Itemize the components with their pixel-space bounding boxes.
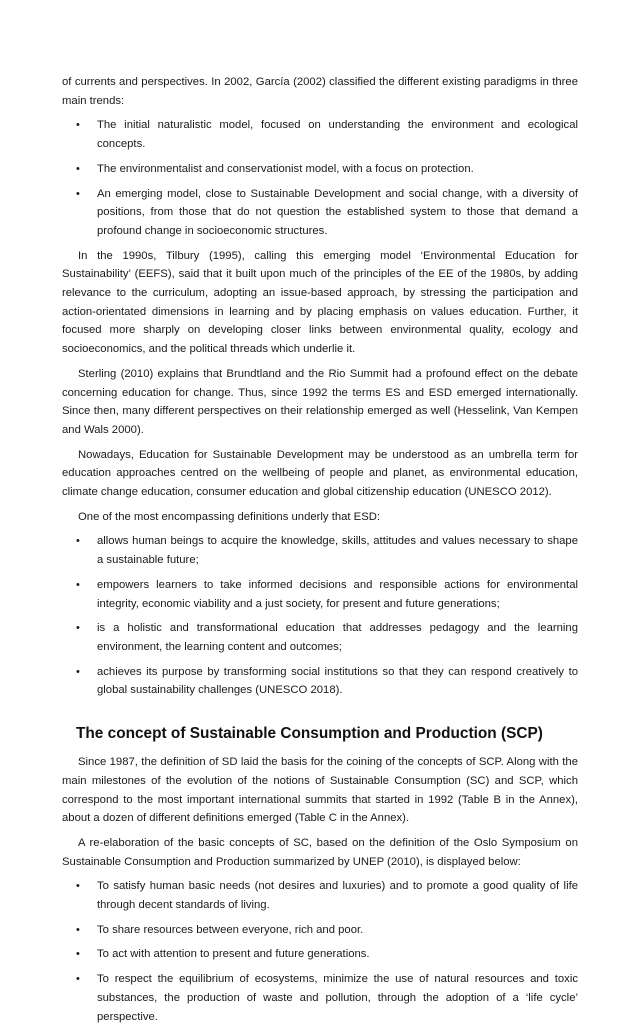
bullet-icon: • — [76, 880, 80, 893]
bullet-icon: • — [76, 187, 80, 200]
list-item: • The initial naturalistic model, focused on understanding the environment and ecological concepts. — [62, 116, 578, 153]
bullet-icon: • — [76, 923, 80, 936]
list-item: • empowers learners to take informed decisions and responsible actions for environmental integrity, economic viability and a just society, for present and future generations; — [62, 576, 578, 613]
list-item: • To act with attention to present and future generations. — [62, 945, 578, 964]
list-item: • An emerging model, close to Sustainable Development and social change, with a diversity of positions, from those that do not question the established system to those that demand a profound change in socioeconomic structures. — [62, 185, 578, 241]
sc-concepts-list — [62, 877, 578, 1026]
paragraph-intro: of currents and perspectives. In 2002, García (2002) classified the different existing paradigms in three main trends: — [62, 76, 578, 107]
list-item: • is a holistic and transformational education that addresses pedagogy and the learning environment, the learning content and outcomes; — [62, 619, 578, 656]
paradigm-list — [62, 116, 578, 240]
bullet-icon: • — [76, 119, 80, 132]
bullet-icon: • — [76, 622, 80, 635]
section-heading: The concept of Sustainable Consumption and Production (SCP) — [76, 725, 543, 743]
bullet-icon: • — [76, 535, 80, 548]
bullet-icon: • — [76, 973, 80, 986]
list-item: • To satisfy human basic needs (not desires and luxuries) and to promote a good quality of life through decent standards of living. — [62, 877, 578, 914]
list-item: • To share resources between everyone, rich and poor. — [62, 921, 578, 940]
bullet-icon: • — [76, 162, 80, 175]
paragraph-scp-history: Since 1987, the definition of SD laid the basis for the coining of the concepts of SCP. Along with the main milestones of the evolution of the notions of Sustainable Consumption (SC) and SCP, which correspond to the most important international summits that started in 1992 (Table B in the Annex), about a dozen of different definitions emerged (Table C in the Annex). — [62, 756, 578, 825]
list-item: • allows human beings to acquire the knowledge, skills, attitudes and values necessary to shape a sustainable future; — [62, 532, 578, 569]
bullet-icon: • — [76, 665, 80, 678]
paragraph-tilbury: In the 1990s, Tilbury (1995), calling this emerging model ‘Environmental Education for Sustainability’ (EEFS), said that it built upon much of the principles of the EE of the 1980s, by adding relevance to the curriculum, adopting an issue-based approach, by stressing the participation and action-orientated dimensions in learning and by placing emphasis on values education. Further, it focused more sharply on developing closer links between environmental quality, ecology and socioeconomics, and the political threads which underlie it. — [62, 249, 578, 356]
paragraph-esd-umbrella: Nowadays, Education for Sustainable Development may be understood as an umbrella term for education approaches centred on the wellbeing of people and planet, as environmental education, climate change education, consumer education and global citizenship education (UNESCO 2012). — [62, 448, 578, 499]
paragraph-sterling: Sterling (2010) explains that Brundtland and the Rio Summit had a profound effect on the debate concerning education for change. Thus, since 1992 the terms ES and ESD emerged internationally. Since then, many different perspectives on their relationship emerged as well (Hesselink, Van Kempen and Wals 2000). — [62, 367, 578, 436]
list-item: • achieves its purpose by transforming social institutions so that they can respond creatively to global sustainability challenges (UNESCO 2018). — [62, 663, 578, 700]
paragraph-sc-reelaboration: A re-elaboration of the basic concepts of SC, based on the definition of the Oslo Symposium on Sustainable Consumption and Production summarized by UNEP (2010), is displayed below: — [62, 836, 578, 868]
paragraph-esd-definition: One of the most encompassing definitions underly that ESD: — [78, 510, 381, 523]
bullet-icon: • — [76, 948, 80, 961]
bullet-icon: • — [76, 578, 80, 591]
list-item: • The environmentalist and conservationist model, with a focus on protection. — [62, 160, 578, 179]
list-item: • To respect the equilibrium of ecosystems, minimize the use of natural resources and toxic substances, the production of waste and pollution, through the adoption of a ‘life cycle’ perspective. — [62, 970, 578, 1026]
esd-list — [62, 532, 578, 700]
